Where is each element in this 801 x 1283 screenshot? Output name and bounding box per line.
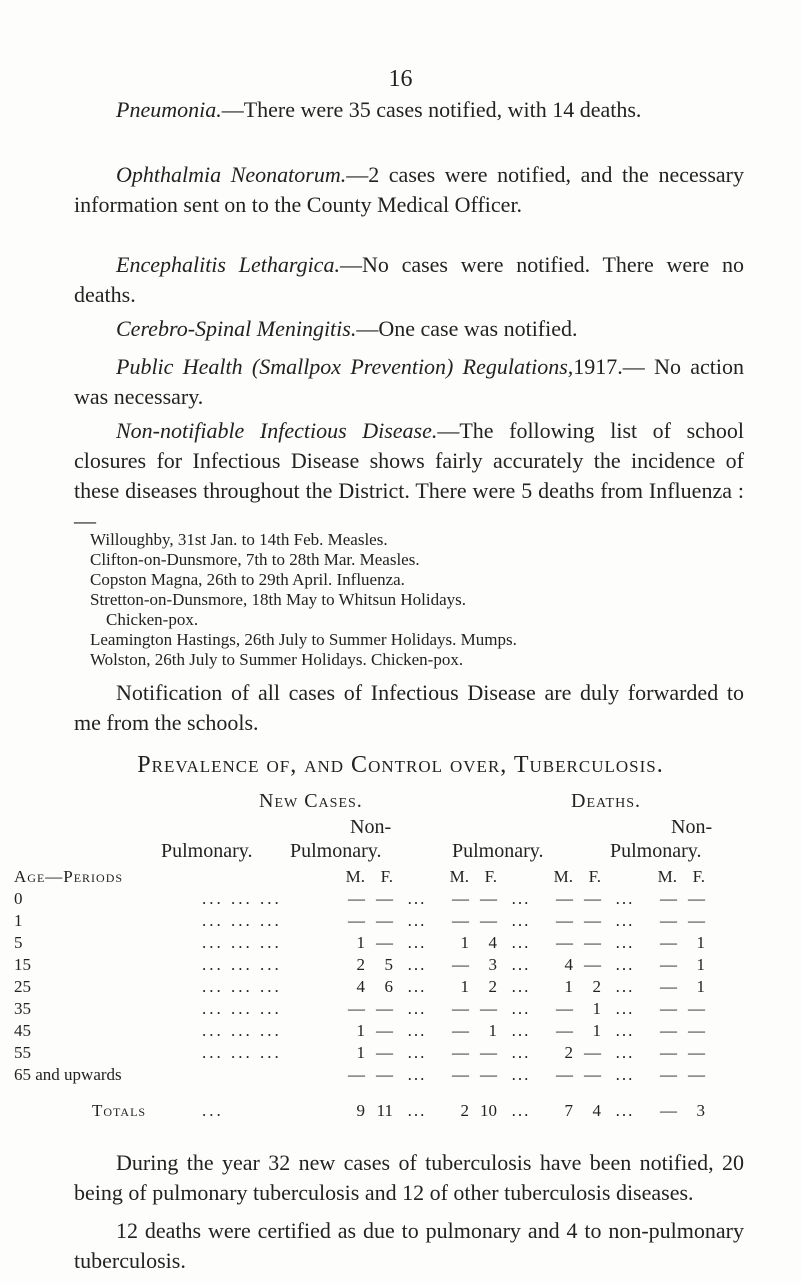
col-header: M. [553, 867, 573, 886]
value-cell: — [452, 1065, 469, 1084]
table-row [8, 954, 705, 976]
closure-item: Chicken-pox. [106, 610, 199, 629]
leader-dots: ... ... ... [202, 889, 282, 908]
separator-dots: ... [615, 1101, 635, 1120]
table-row [8, 932, 705, 954]
table-row [8, 888, 705, 910]
value-cell: — [452, 1043, 469, 1062]
age-period: 45 [14, 1021, 31, 1040]
value-cell: 1 [356, 1043, 365, 1062]
value-cell: — [584, 933, 601, 952]
separator-dots: ... [407, 977, 427, 996]
totals-row [8, 1086, 705, 1122]
separator-dots: ... [615, 955, 635, 974]
value-cell: — [376, 911, 393, 930]
value-cell: — [660, 977, 677, 996]
paragraph-non-notifiable [74, 416, 744, 536]
value-cell: — [348, 999, 365, 1018]
column-header-row [8, 866, 705, 888]
value-cell: — [660, 1065, 677, 1084]
separator-dots: ... [511, 1065, 531, 1084]
separator-dots: ... [407, 955, 427, 974]
value-cell: — [348, 889, 365, 908]
value-cell: — [584, 1065, 601, 1084]
separator-dots: ... [407, 1065, 427, 1084]
value-cell: — [556, 999, 573, 1018]
leader-dots: ... ... ... [202, 933, 282, 952]
value-cell: 4 [488, 933, 497, 952]
separator-dots: ... [615, 999, 635, 1018]
value-cell: 2 [488, 977, 497, 996]
leader-dots: ... ... ... [202, 911, 282, 930]
col-header: F. [692, 867, 705, 886]
value-cell: 7 [564, 1101, 573, 1120]
separator-dots: ... [407, 933, 427, 952]
table-row [8, 998, 705, 1020]
paragraph-text: —One case was notified. [356, 316, 578, 341]
value-cell: — [556, 1021, 573, 1040]
paragraph-ophthalmia [74, 160, 744, 220]
separator-dots: ... [407, 911, 427, 930]
value-cell: — [556, 1065, 573, 1084]
value-cell: — [348, 911, 365, 930]
value-cell: 3 [696, 1101, 705, 1120]
paragraph-heading: Public Health (Smallpox Prevention) Regulations, [116, 354, 574, 379]
value-cell: — [660, 933, 677, 952]
separator-dots: ... [511, 955, 531, 974]
pulmonary-label: Pulmonary. [452, 840, 544, 862]
value-cell: — [660, 889, 677, 908]
col-header: M. [657, 867, 677, 886]
paragraph-heading: Pneumonia. [116, 97, 222, 122]
table-row [8, 1064, 705, 1086]
value-cell: — [556, 889, 573, 908]
deaths-heading: Deaths. [571, 790, 642, 812]
tuberculosis-table-title: Prevalence of, and Control over, Tuberculosis. [137, 752, 664, 778]
separator-dots: ... [407, 999, 427, 1018]
separator-dots: ... [615, 933, 635, 952]
value-cell: 11 [376, 1101, 393, 1120]
value-cell: 9 [356, 1101, 365, 1120]
age-period: 25 [14, 977, 31, 996]
value-cell: — [688, 889, 705, 908]
table-row [8, 976, 705, 998]
value-cell: 2 [460, 1101, 469, 1120]
age-period: 15 [14, 955, 31, 974]
separator-dots: ... [511, 1101, 531, 1120]
page-number: 16 [388, 66, 413, 92]
value-cell: — [660, 1021, 677, 1040]
value-cell: — [376, 933, 393, 952]
closing-paragraph-1: During the year 32 new cases of tuberculosis have been notified, 20 being of pulmonary tuberculosis and 12 of other tuberculosis diseases. [74, 1150, 744, 1205]
value-cell: — [452, 911, 469, 930]
separator-dots: ... [511, 1021, 531, 1040]
table-row [8, 1020, 705, 1042]
school-closures-list [90, 530, 770, 670]
paragraph-smallpox [74, 352, 744, 412]
age-periods-header: Age—Periods [14, 867, 124, 886]
value-cell: — [480, 1065, 497, 1084]
separator-dots: ... [407, 1101, 427, 1120]
value-cell: 1 [356, 933, 365, 952]
paragraph-heading: Non-notifiable Infectious Disease. [116, 418, 438, 443]
closure-item: Leamington Hastings, 26th July to Summer Holidays. Mumps. [90, 630, 517, 649]
value-cell: 1 [564, 977, 573, 996]
age-period: 0 [14, 889, 23, 908]
value-cell: — [584, 955, 601, 974]
paragraph-heading: Encephalitis Lethargica. [116, 252, 340, 277]
value-cell: 1 [696, 955, 705, 974]
value-cell: 1 [356, 1021, 365, 1040]
separator-dots: ... [615, 1065, 635, 1084]
table-row [8, 1042, 705, 1064]
leader-dots: ... ... ... [202, 1021, 282, 1040]
separator-dots: ... [407, 1021, 427, 1040]
paragraph-heading: Cerebro-Spinal Meningitis. [116, 316, 357, 341]
value-cell: — [376, 1065, 393, 1084]
closing-paragraph-2: 12 deaths were certified as due to pulmonary and 4 to non-pulmonary tuberculosis. [74, 1218, 744, 1273]
notification-paragraph: Notification of all cases of Infectious Disease are duly forwarded to me from the schools. [74, 680, 744, 735]
value-cell: — [660, 999, 677, 1018]
value-cell: — [584, 889, 601, 908]
value-cell: — [688, 999, 705, 1018]
value-cell: — [688, 1065, 705, 1084]
value-cell: — [584, 911, 601, 930]
value-cell: — [660, 955, 677, 974]
paragraph-text: —There were 35 cases notified, with 14 deaths. [221, 97, 642, 122]
separator-dots: ... [511, 933, 531, 952]
closure-item: Wolston, 26th July to Summer Holidays. Chicken-pox. [90, 650, 464, 669]
totals-label: Totals [92, 1101, 147, 1120]
separator-dots: ... [407, 1043, 427, 1062]
value-cell: — [660, 911, 677, 930]
col-header: M. [449, 867, 469, 886]
col-header: F. [484, 867, 497, 886]
age-period: 1 [14, 911, 23, 930]
value-cell: — [376, 889, 393, 908]
value-cell: 2 [564, 1043, 573, 1062]
non-label-deaths: Non- [671, 816, 713, 838]
age-period: 55 [14, 1043, 31, 1062]
paragraph-heading: Ophthalmia Neonatorum. [116, 162, 347, 187]
separator-dots: ... [407, 889, 427, 908]
closure-item: Willoughby, 31st Jan. to 14th Feb. Measles. [90, 530, 388, 549]
value-cell: — [660, 1043, 677, 1062]
separator-dots: ... [615, 911, 635, 930]
paragraph-text: 1917.— No action was necessary. [74, 354, 744, 409]
separator-dots: ... [511, 977, 531, 996]
value-cell: 1 [696, 933, 705, 952]
value-cell: 3 [488, 955, 497, 974]
value-cell: — [480, 1043, 497, 1062]
value-cell: — [688, 911, 705, 930]
closure-item: Stretton-on-Dunsmore, 18th May to Whitsun Holidays. [90, 590, 467, 609]
paragraph-pneumonia [74, 95, 744, 125]
value-cell: — [556, 933, 573, 952]
value-cell: — [376, 999, 393, 1018]
new-cases-heading: New Cases. [259, 790, 363, 812]
value-cell: 1 [460, 933, 469, 952]
closure-item: Copston Magna, 26th to 29th April. Influenza. [90, 570, 405, 589]
tuberculosis-table [8, 866, 705, 1122]
closure-item: Clifton-on-Dunsmore, 7th to 28th Mar. Measles. [90, 550, 420, 569]
paragraph-text: —No cases were notified. There were no deaths. [74, 252, 744, 307]
separator-dots: ... [511, 911, 531, 930]
value-cell: — [376, 1043, 393, 1062]
value-cell: — [452, 999, 469, 1018]
value-cell: — [348, 1065, 365, 1084]
value-cell: — [452, 1021, 469, 1040]
value-cell: — [584, 1043, 601, 1062]
age-period: 5 [14, 933, 23, 952]
value-cell: 4 [356, 977, 365, 996]
leader-dots: ... ... ... [202, 999, 282, 1018]
value-cell: 4 [564, 955, 573, 974]
paragraph-encephalitis [74, 250, 744, 310]
value-cell: — [452, 955, 469, 974]
value-cell: — [480, 999, 497, 1018]
col-header: M. [345, 867, 365, 886]
value-cell: — [480, 889, 497, 908]
pulmonary-label: Pulmonary. [610, 840, 702, 862]
leader-dots: ... [202, 1101, 224, 1120]
col-header: F. [588, 867, 601, 886]
separator-dots: ... [615, 1043, 635, 1062]
age-period: 65 and upwards [14, 1065, 122, 1084]
leader-dots: ... ... ... [202, 955, 282, 974]
leader-dots: ... ... ... [202, 1043, 282, 1062]
value-cell: — [376, 1021, 393, 1040]
separator-dots: ... [615, 889, 635, 908]
separator-dots: ... [511, 889, 531, 908]
separator-dots: ... [615, 977, 635, 996]
value-cell: — [480, 911, 497, 930]
paragraph-meningitis [74, 314, 744, 344]
pulmonary-label: Pulmonary. [290, 840, 382, 862]
value-cell: 1 [592, 999, 601, 1018]
value-cell: — [688, 1021, 705, 1040]
separator-dots: ... [511, 1043, 531, 1062]
paragraph-text: —The following list of school closures for Infectious Disease shows fairly accurately the incidence of these diseases throughout the District. There were 5 deaths from Influenza :— [74, 418, 745, 533]
value-cell: 5 [384, 955, 393, 974]
value-cell: 4 [592, 1101, 601, 1120]
value-cell: 1 [460, 977, 469, 996]
value-cell: — [688, 1043, 705, 1062]
value-cell: 1 [592, 1021, 601, 1040]
value-cell: — [556, 911, 573, 930]
table-row [8, 910, 705, 932]
value-cell: 1 [696, 977, 705, 996]
value-cell: 1 [488, 1021, 497, 1040]
value-cell: 6 [384, 977, 393, 996]
value-cell: — [660, 1101, 677, 1120]
col-header: F. [380, 867, 393, 886]
value-cell: — [452, 889, 469, 908]
age-period: 35 [14, 999, 31, 1018]
pulmonary-label: Pulmonary. [161, 840, 253, 862]
separator-dots: ... [511, 999, 531, 1018]
value-cell: 2 [356, 955, 365, 974]
value-cell: 10 [480, 1101, 497, 1120]
value-cell: 2 [592, 977, 601, 996]
separator-dots: ... [615, 1021, 635, 1040]
paragraph-text: —2 cases were notified, and the necessary information sent on to the County Medical Officer. [74, 162, 744, 217]
non-label-new: Non- [350, 816, 392, 838]
leader-dots: ... ... ... [202, 977, 282, 996]
